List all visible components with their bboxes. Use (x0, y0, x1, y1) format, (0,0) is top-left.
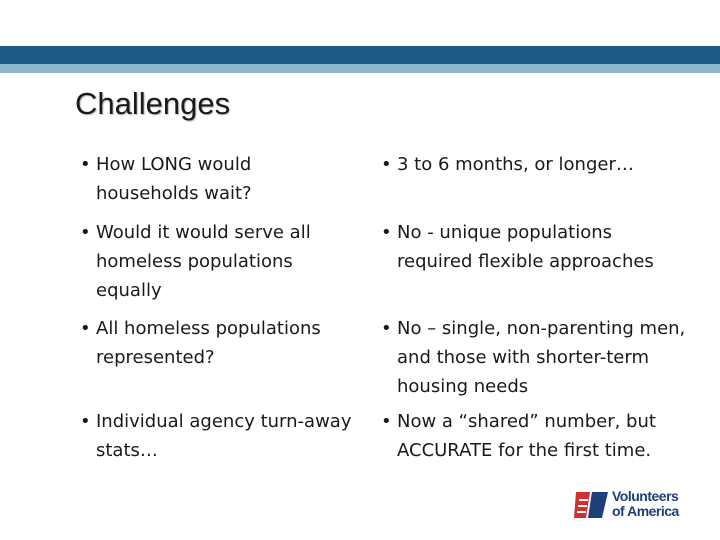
right-bullet-4: • Now a “shared” number, but ACCURATE for the first time. (381, 407, 691, 465)
header-band (0, 0, 720, 46)
left-bullet-3: • All homeless populations represented? (80, 314, 355, 372)
header-stripe-dark (0, 46, 720, 64)
right-bullet-2: • No - unique populations required flexible approaches (381, 218, 691, 276)
header-stripe-light (0, 64, 720, 73)
flag-icon (572, 488, 610, 522)
logo-wordmark (612, 489, 679, 519)
left-bullet-4: • Individual agency turn-away stats… (80, 407, 355, 465)
slide-title: Challenges (75, 86, 231, 121)
logo-line-2: of America (612, 503, 679, 519)
right-bullet-3: • No – single, non-parenting men, and those with shorter-term housing needs (381, 314, 691, 401)
volunteers-of-america-logo (572, 488, 692, 522)
left-bullet-1: • How LONG would households wait? (80, 150, 355, 208)
left-bullet-2: • Would it would serve all homeless populations equally (80, 218, 355, 305)
right-bullet-1: • 3 to 6 months, or longer… (381, 150, 634, 179)
logo-line-1: Volunteers (612, 488, 679, 504)
